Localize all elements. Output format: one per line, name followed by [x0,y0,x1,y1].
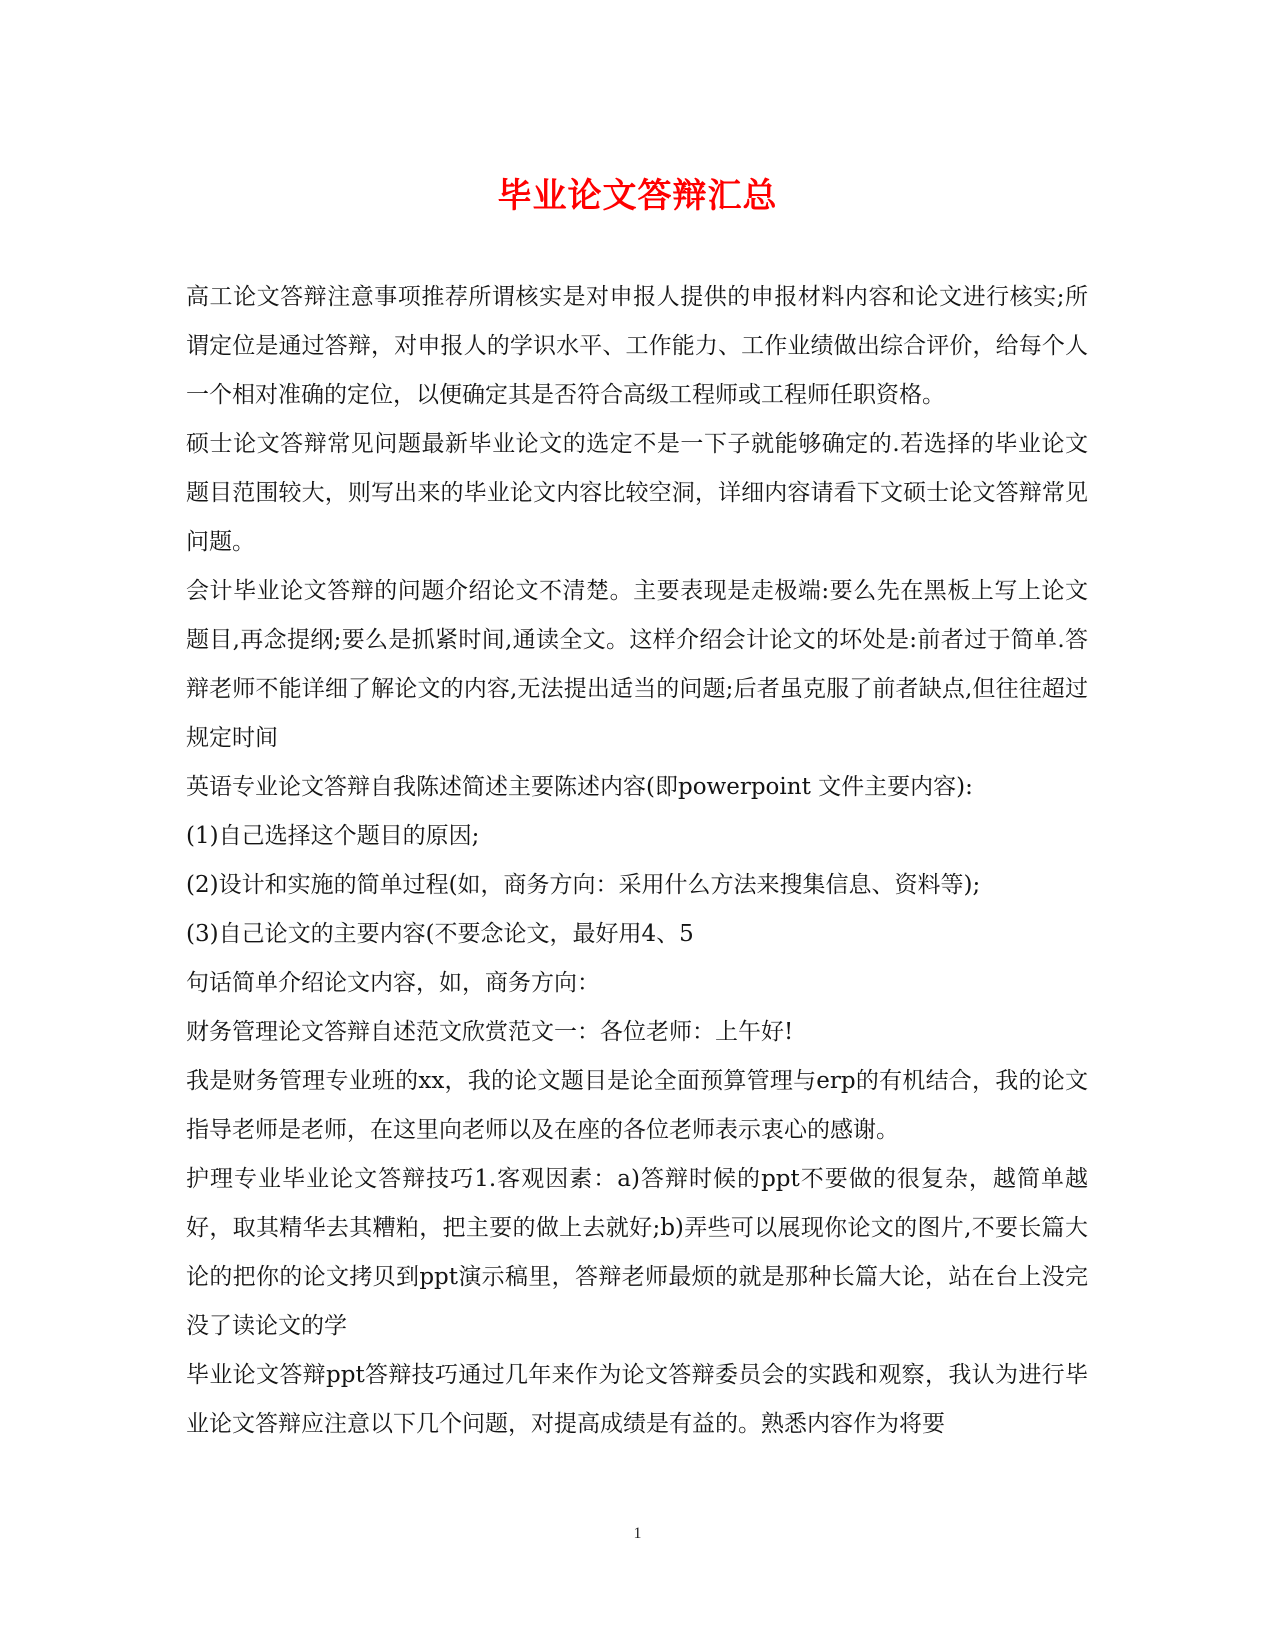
paragraph: 高工论文答辩注意事项推荐所谓核实是对申报人提供的申报材料内容和论文进行核实;所谓定位是通过答辩，对申报人的学识水平、工作能力、工作业绩做出综合评价，给每个人一个相对准确的定位，以便确定其是否符合高级工程师或工程师任职资格。 [186,284,1088,408]
paragraph: 会计毕业论文答辩的问题介绍论文不清楚。主要表现是走极端:要么先在黑板上写上论文题目,再念提纲;要么是抓紧时间,通读全文。这样介绍会计论文的坏处是:前者过于简单.答辩老师不能详细了解论文的内容,无法提出适当的问题;后者虽克服了前者缺点,但往往超过规定时间 [186,578,1088,751]
paragraph: (1)自己选择这个题目的原因; [186,823,480,849]
paragraph: 我是财务管理专业班的xx，我的论文题目是论全面预算管理与erp的有机结合，我的论文指导老师是老师，在这里向老师以及在座的各位老师表示衷心的感谢。 [186,1068,1088,1143]
page-number: 1 [633,1525,642,1542]
paragraph: (2)设计和实施的简单过程(如，商务方向：采用什么方法来搜集信息、资料等); [186,872,981,898]
document-body [186,273,1088,1449]
paragraph: 英语专业论文答辩自我陈述简述主要陈述内容(即powerpoint 文件主要内容): [186,774,973,800]
paragraph: (3)自己论文的主要内容(不要念论文，最好用4、5 [186,921,694,947]
paragraph: 财务管理论文答辩自述范文欣赏范文一：各位老师：上午好! [186,1019,794,1045]
paragraph: 护理专业毕业论文答辩技巧1.客观因素：a)答辩时候的ppt不要做的很复杂，越简单越好，取其精华去其糟粕，把主要的做上去就好;b)弄些可以展现你论文的图片,不要长篇大论的把你的论文拷贝到ppt演示稿里，答辩老师最烦的就是那种长篇大论，站在台上没完没了读论文的学 [186,1166,1088,1339]
paragraph: 句话简单介绍论文内容，如，商务方向： [186,970,600,996]
paragraph: 毕业论文答辩ppt答辩技巧通过几年来作为论文答辩委员会的实践和观察，我认为进行毕业论文答辩应注意以下几个问题，对提高成绩是有益的。熟悉内容作为将要 [186,1362,1088,1437]
paragraph: 硕士论文答辩常见问题最新毕业论文的选定不是一下子就能够确定的.若选择的毕业论文题目范围较大，则写出来的毕业论文内容比较空洞，详细内容请看下文硕士论文答辩常见问题。 [186,431,1088,555]
document-title: 毕业论文答辩汇总 [497,176,778,216]
